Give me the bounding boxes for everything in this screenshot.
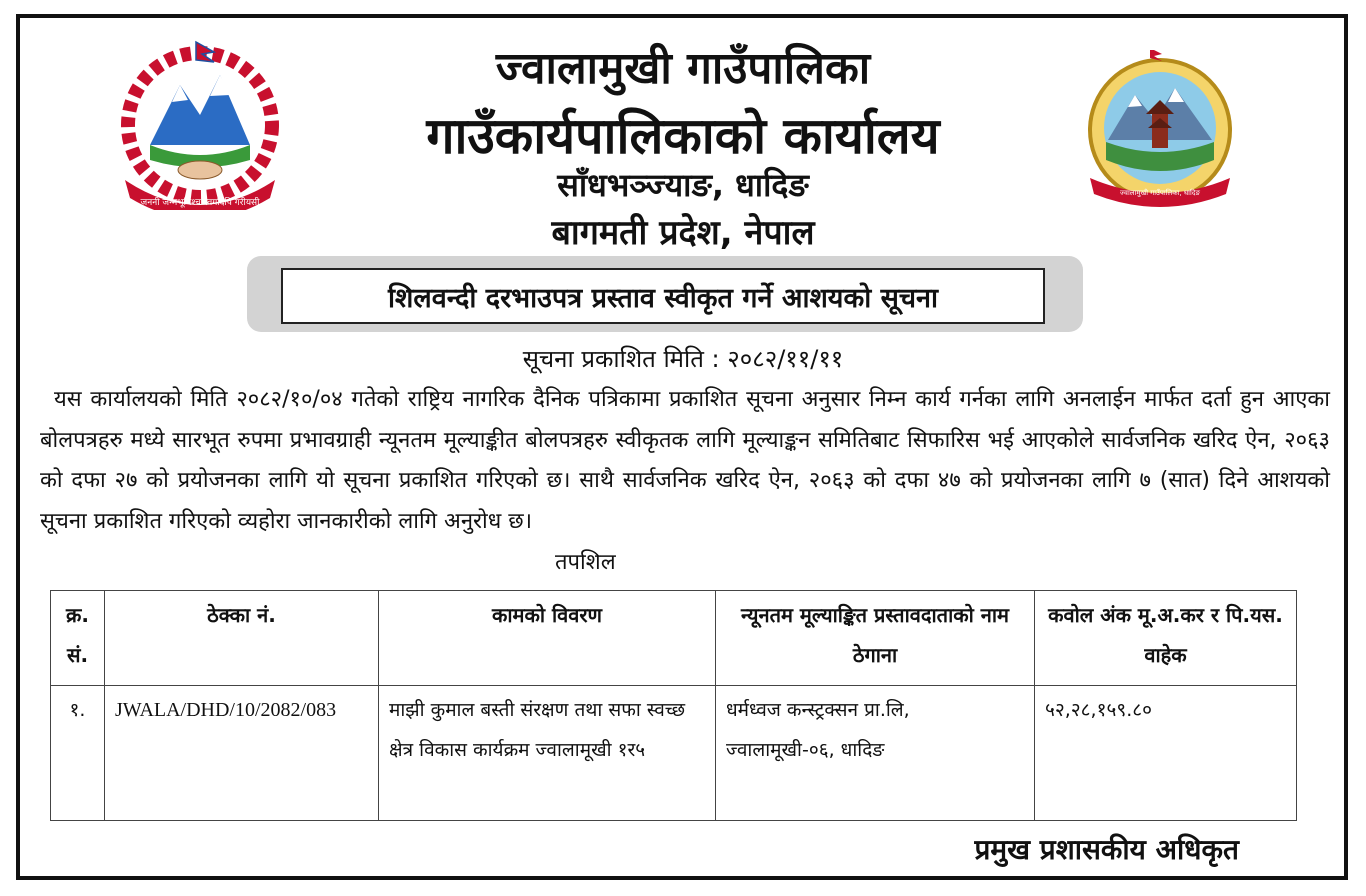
schedule-label: तपशिल (555, 550, 616, 575)
signatory-title: प्रमुख प्रशासकीय अधिकृत (974, 833, 1239, 866)
header-serial: क्र. सं. (51, 591, 105, 686)
notice-title: शिलवन्दी दरभाउपत्र प्रस्ताव स्वीकृत गर्ने आशयको सूचना (281, 268, 1045, 324)
municipality-name: ज्वालामुखी गाउँपालिका (495, 43, 871, 94)
table-row (51, 686, 1297, 821)
notice-body (40, 380, 1330, 542)
office-location: साँधभञ्ज्याङ, धादिङ (557, 166, 809, 204)
cell-serial: १. (51, 686, 105, 821)
body-paragraph: यस कार्यालयको मिति २०८२/१०/०४ गतेको राष्ट्रिय नागरिक दैनिक पत्रिकामा प्रकाशित सूचना अनुसार निम्न कार्य गर्नका लागि अनलाईन मार्फत दर्ता हुन आएका बोलपत्रहरु मध्ये सारभूत रुपमा प्रभावग्राही न्यूनतम मूल्याङ्कीत बोलपत्रहरु स्वीकृतक लागि मूल्याङ्कन समितिबाट सिफारिस भई आएकोले सार्वजनिक खरिद ऐन, २०६३ को दफा २७ को प्रयोजनका लागि यो सूचना प्रकाशित गरिएको छ। साथै सार्वजनिक खरिद ऐन, २०६३ को दफा ४७ को प्रयोजनका लागि ७ (सात) दिने आशयको सूचना प्रकाशित गरिएको व्यहोरा जानकारीको लागि अनुरोध छ। (40, 387, 1330, 534)
cell-bid-amount: ५२,२८,१५९.८० (1035, 686, 1297, 821)
cell-contract-no: JWALA/DHD/10/2082/083 (105, 686, 379, 821)
cell-work-description: माझी कुमाल बस्ती संरक्षण तथा सफा स्वच्छ क्षेत्र विकास कार्यक्रम ज्वालामूखी १र५ (379, 686, 716, 821)
svg-text:ज्वालामुखी गाउँपालिका, धादिङ: ज्वालामुखी गाउँपालिका, धादिङ (1120, 189, 1200, 197)
header-bidder-name: न्यूनतम मूल्याङ्कित प्रस्तावदाताको नाम ठेगाना (716, 591, 1035, 686)
header-contract-no: ठेक्का नं. (105, 591, 379, 686)
published-date: सूचना प्रकाशित मिति : २०८२/११/११ (522, 345, 844, 373)
table-header-row (51, 591, 1297, 686)
header-work-description: कामको विवरण (379, 591, 716, 686)
cell-bidder-name: धर्मध्वज कन्स्ट्रक्सन प्रा.लि, ज्वालामूखी-०६, धादिङ (716, 686, 1035, 821)
svg-text:जननी जन्मभूमिश्च स्वर्गादपि गर: जननी जन्मभूमिश्च स्वर्गादपि गरीयसी (140, 198, 260, 208)
header-bid-amount: कवोल अंक मू.अ.कर र पि.यस. वाहेक (1035, 591, 1297, 686)
province-country: बागमती प्रदेश, नेपाल (551, 213, 815, 253)
schedule-table (50, 590, 1297, 821)
office-name: गाउँकार्यपालिकाको कार्यालय (426, 107, 940, 165)
